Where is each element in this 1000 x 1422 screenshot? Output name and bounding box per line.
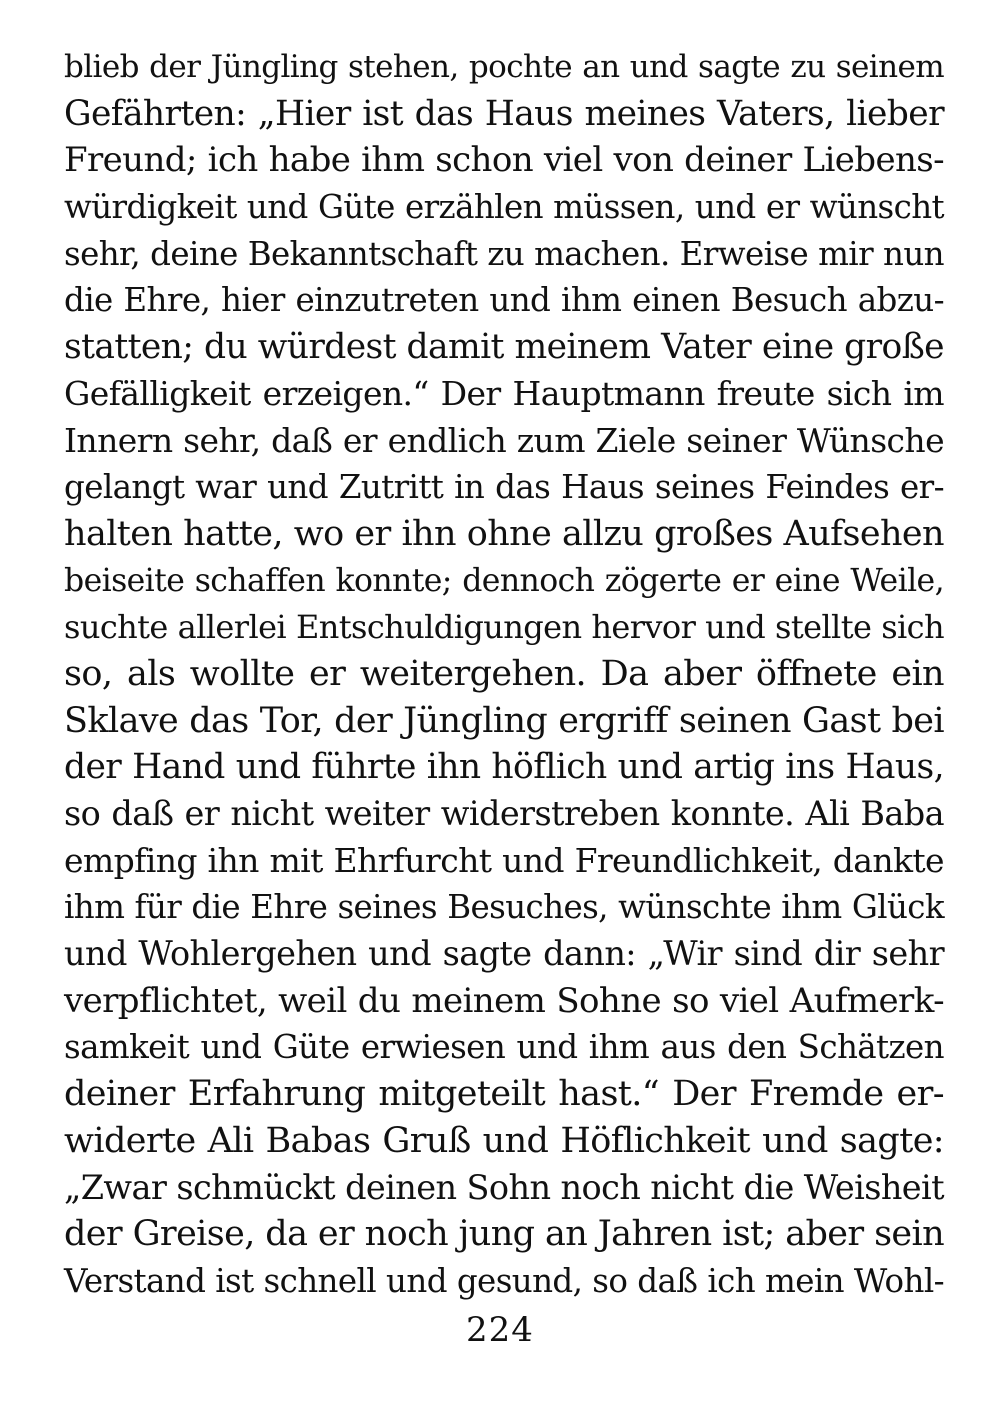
text-line: gelangt war und Zutritt in das Haus seines Feindes er- xyxy=(64,468,944,507)
text-line: und Wohlergehen und sagte dann: „Wir sind dir sehr xyxy=(64,934,944,974)
text-line: empfing ihn mit Ehrfurcht und Freundlichkeit, dankte xyxy=(64,840,944,880)
text-line: suchte allerlei Entschuldigungen hervor und stellte sich xyxy=(64,608,944,647)
text-line: „Zwar schmückt deinen Sohn noch nicht die Weisheit xyxy=(64,1167,944,1207)
text-line: würdigkeit und Güte erzählen müssen, und er wünscht xyxy=(64,188,944,227)
text-line: deiner Erfahrung mitgeteilt hast.“ Der Fremde er- xyxy=(64,1074,944,1115)
text-line: halten hatte, wo er ihn ohne allzu großes Aufsehen xyxy=(64,513,944,554)
text-line: statten; du würdest damit meinem Vater eine große xyxy=(64,327,944,368)
text-line: Gefährten: „Hier ist das Haus meines Vaters, lieber xyxy=(64,93,944,134)
text-line: die Ehre, hier einzutreten und ihm einen Besuch abzu- xyxy=(64,281,944,320)
text-line: so, als wollte er weitergehen. Da aber öffnete ein xyxy=(64,653,944,694)
text-line: Freund; ich habe ihm schon viel von deiner Liebens- xyxy=(64,140,944,181)
text-line: der Hand und führte ihn höflich und artig ins Haus, xyxy=(64,747,944,788)
text-line: widerte Ali Babas Gruß und Höflichkeit und sagte: xyxy=(64,1120,944,1161)
text-line: verpflichtet, weil du meinem Sohne so viel Aufmerk- xyxy=(64,980,944,1021)
text-line: ihm für die Ehre seines Besuches, wünschte ihm Glück xyxy=(64,888,944,927)
page-number: 224 xyxy=(466,1310,534,1350)
text-line: so daß er nicht weiter widerstreben konnte. Ali Baba xyxy=(64,794,944,833)
text-line: Sklave das Tor, der Jüngling ergriff seinen Gast bei xyxy=(64,700,944,741)
text-line: Gefälligkeit erzeigen.“ Der Hauptmann freute sich im xyxy=(64,373,944,413)
text-line: der Greise, da er noch jung an Jahren ist; aber sein xyxy=(64,1214,945,1255)
body-text xyxy=(64,44,944,1305)
text-line: sehr, deine Bekanntschaft zu machen. Erweise mir nun xyxy=(64,234,944,273)
text-line: Innern sehr, daß er endlich zum Ziele seiner Wünsche xyxy=(64,420,944,460)
text-line: samkeit und Güte erwiesen und ihm aus den Schätzen xyxy=(64,1028,944,1067)
text-line: Verstand ist schnell und gesund, so daß ich mein Wohl- xyxy=(64,1261,944,1300)
text-line: blieb der Jüngling stehen, pochte an und sagte zu seinem xyxy=(64,49,944,85)
text-line: beiseite schaffen konnte; dennoch zögerte er eine Weile, xyxy=(64,562,944,599)
